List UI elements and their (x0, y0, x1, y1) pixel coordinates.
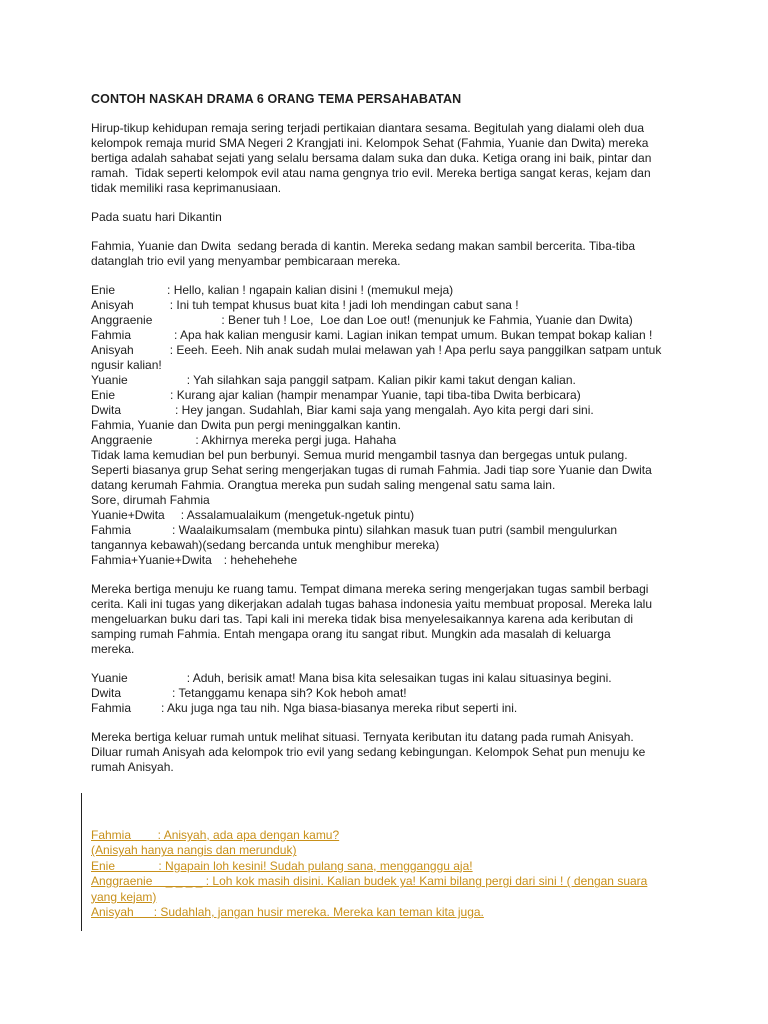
speaker-name: Yuanie (91, 671, 128, 685)
dialog-line (91, 373, 691, 388)
dialog-line (91, 671, 691, 686)
speaker-name: Anisyah (91, 298, 134, 312)
speaker-name: Dwita (91, 403, 122, 417)
dialog-text: : Assalamualaikum (mengetuk-ngetuk pintu) (180, 508, 415, 522)
dialog-text: Fahmia, Yuanie dan Dwita pun pergi meninggalkan kantin. (91, 418, 401, 432)
dialog-text: Seperti biasanya grup Sehat sering mengerjakan tugas di rumah Fahmia. Jadi tiap sore Yuanie dan Dwita (91, 463, 652, 477)
scene-heading-kantin: Pada suatu hari Dikantin (91, 210, 222, 224)
dialog-line (91, 328, 691, 343)
change-bar (81, 793, 82, 931)
dialog-line (91, 508, 691, 523)
intro-line: bertiga adalah sahabat sejati yang selalu bersama dalam suka dan duka. Ketiga orang ini baik, pintar dan (91, 151, 652, 165)
dialog-line (91, 686, 691, 701)
scene-line: rumah Anisyah. (91, 760, 174, 774)
scene-line: Diluar rumah Anisyah ada kelompok trio evil yang sedang kebingungan. Kelompok Sehat pun menuju ke (91, 745, 646, 759)
dialog-line (91, 343, 691, 358)
dialog-text: : Eeeh. Eeeh. Nih anak sudah mulai melawan yah ! Apa perlu saya panggilkan satpam untuk (169, 343, 662, 357)
scene-description-rumah-anisyah (91, 730, 691, 775)
dialog-line (91, 478, 691, 493)
dialog-line (91, 433, 691, 448)
dialog-text: : Tetanggamu kenapa sih? Kok heboh amat! (172, 686, 407, 700)
dialog-text: Sore, dirumah Fahmia (91, 493, 210, 507)
dialog-text: : Aduh, berisik amat! Mana bisa kita selesaikan tugas ini kalau situasinya begini. (186, 671, 612, 685)
tracked-line: yang kejam) (91, 889, 157, 904)
scene-description-kantin (91, 239, 691, 269)
dialog-text: : Ini tuh tempat khusus buat kita ! jadi loh mendingan cabut sana ! (169, 298, 519, 312)
speaker-name: Fahmia (91, 701, 132, 715)
dialog-text: ngusir kalian! (91, 358, 162, 372)
document-body (91, 92, 691, 789)
tracked-line: Anisyah : Sudahlah, jangan husir mereka. Mereka kan teman kita juga. (91, 905, 484, 920)
speaker-name: Fahmia (91, 328, 132, 342)
dialog-line (91, 313, 691, 328)
scene-description-ruang-tamu (91, 582, 691, 657)
speaker-name: Yuanie+Dwita (91, 508, 165, 522)
dialog-text: : Yah silahkan saja panggil satpam. Kalian pikir kami takut dengan kalian. (186, 373, 576, 387)
intro-line: Hirup-tikup kehidupan remaja sering terjadi pertikaian diantara sesama. Begitulah yang dialami oleh dua (91, 121, 644, 135)
scene-line: datanglah trio evil yang menyambar pembicaraan mereka. (91, 254, 401, 268)
dialog-line (91, 358, 691, 373)
dialog-text: : Akhirnya mereka pergi juga. Hahaha (195, 433, 397, 447)
scene-line: Fahmia, Yuanie dan Dwita sedang berada di kantin. Mereka sedang makan sambil bercerita. Tiba-tiba (91, 239, 636, 253)
scene-line: mengeluarkan buku dari tas. Tapi kali ini mereka tidak bisa menyelesaikannya karena ada keributan di (91, 612, 634, 626)
dialog-text: : Hello, kalian ! ngapain kalian disini ! (memukul meja) (167, 283, 454, 297)
dialog-line (91, 463, 691, 478)
dialog-text: : Aku juga nga tau nih. Nga biasa-biasanya mereka ribut seperti ini. (161, 701, 518, 715)
scene-line: mereka. (91, 642, 135, 656)
tracked-changes-block (91, 828, 691, 920)
dialog-text: Tidak lama kemudian bel pun berbunyi. Semua murid mengambil tasnya dan bergegas untuk pulang. (91, 448, 628, 462)
dialog-text: : Hey jangan. Sudahlah, Biar kami saja yang mengalah. Ayo kita pergi dari sini. (175, 403, 594, 417)
dialog-text: : Kurang ajar kalian (hampir menampar Yuanie, tapi tiba-tiba Dwita berbicara) (170, 388, 581, 402)
speaker-name: Fahmia (91, 523, 132, 537)
dialog-text: : hehehehehe (223, 553, 298, 567)
speaker-name: Anisyah (91, 343, 134, 357)
speaker-name: Enie (91, 388, 116, 402)
speaker-name: Fahmia+Yuanie+Dwita (91, 553, 212, 567)
dialog-text: : Waalaikumsalam (membuka pintu) silahkan masuk tuan putri (sambil mengulurkan (172, 523, 618, 537)
tracked-line: Fahmia : Anisyah, ada apa dengan kamu? (91, 828, 340, 842)
scene-line: samping rumah Fahmia. Entah mengapa orang itu sangat ribut. Mungkin ada masalah di keluarga (91, 627, 611, 641)
document-title: CONTOH NASKAH DRAMA 6 ORANG TEMA PERSAHABATAN (91, 92, 462, 106)
intro-line: ramah. Tidak seperti kelompok evil atau nama gengnya trio evil. Mereka bertiga sangat keras, kejam dan (91, 166, 651, 180)
scene-line: Mereka bertiga keluar rumah untuk melihat situasi. Ternyata keributan itu datang pada rumah Anisyah. (91, 730, 634, 744)
dialog-line (91, 403, 691, 418)
dialog-text: : Apa hak kalian mengusir kami. Lagian inikan tempat umum. Bukan tempat bokap kalian ! (174, 328, 653, 342)
dialog-text: datang kerumah Fahmia. Orangtua mereka pun sudah saling mengenal satu sama lain. (91, 478, 556, 492)
dialog-text: : Bener tuh ! Loe, Loe dan Loe out! (menunjuk ke Fahmia, Yuanie dan Dwita) (221, 313, 633, 327)
dialog-block-ruang-tamu (91, 671, 691, 716)
dialog-line (91, 448, 691, 463)
tracked-line: Anggraenie _ _ _ _ : Loh kok masih disini. Kalian budek ya! Kami bilang pergi dari sini ! ( dengan suara (91, 874, 648, 889)
scene-line: cerita. Kali ini tugas yang dikerjakan adalah tugas bahasa indonesia yaitu membuat proposal. Mereka lalu (91, 597, 653, 611)
dialog-line (91, 553, 691, 568)
speaker-name: Anggraenie (91, 433, 153, 447)
intro-paragraph (91, 121, 691, 196)
dialog-line (91, 298, 691, 313)
tracked-line: (Anisyah hanya nangis dan merunduk) (91, 843, 297, 858)
intro-line: kelompok remaja murid SMA Negeri 2 Krangjati ini. Kelompok Sehat (Fahmia, Yuanie dan Dwita) mereka (91, 136, 649, 150)
dialog-line (91, 701, 691, 716)
scene-line: Mereka bertiga menuju ke ruang tamu. Tempat dimana mereka sering mengerjakan tugas sambil berbagi (91, 582, 649, 596)
intro-line: tidak memiliki rasa keprimanusiaan. (91, 181, 282, 195)
dialog-block-kantin (91, 283, 691, 568)
dialog-line (91, 388, 691, 403)
dialog-line (91, 523, 691, 538)
dialog-line (91, 283, 691, 298)
dialog-line (91, 418, 691, 433)
speaker-name: Enie (91, 283, 116, 297)
speaker-name: Yuanie (91, 373, 128, 387)
speaker-name: Dwita (91, 686, 122, 700)
dialog-line (91, 538, 691, 553)
dialog-text: tangannya kebawah)(sedang bercanda untuk menghibur mereka) (91, 538, 440, 552)
dialog-line (91, 493, 691, 508)
tracked-line: Enie : Ngapain loh kesini! Sudah pulang sana, mengganggu aja! (91, 858, 473, 873)
speaker-name: Anggraenie (91, 313, 153, 327)
